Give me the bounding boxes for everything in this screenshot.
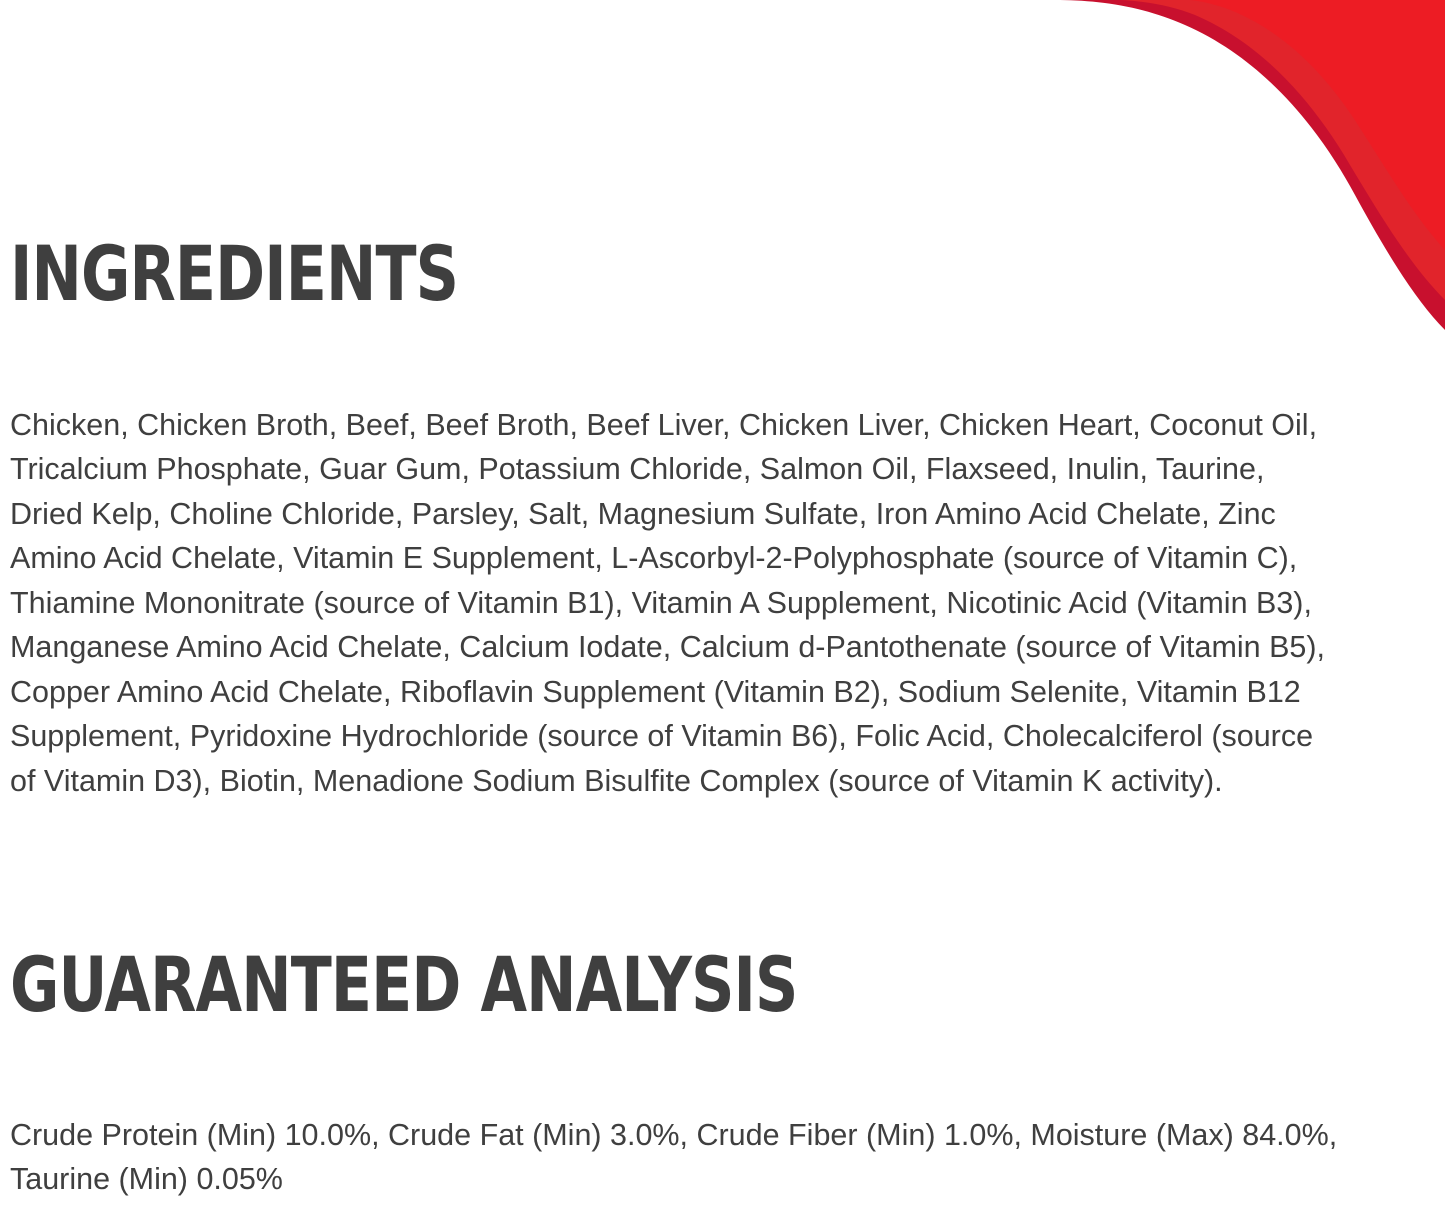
red-swoosh-icon xyxy=(1025,0,1445,350)
guaranteed-analysis-heading: GUARANTEED ANALYSIS xyxy=(10,940,798,1029)
ingredients-heading: INGREDIENTS xyxy=(10,229,459,318)
ingredients-heading-wrap xyxy=(10,229,519,318)
guaranteed-analysis-heading-wrap xyxy=(10,940,905,1029)
guaranteed-analysis-text: Crude Protein (Min) 10.0%, Crude Fat (Min) 3.0%, Crude Fiber (Min) 1.0%, Moisture (Max) 84.0%, Taurine (Min) 0.05% xyxy=(10,1117,1338,1196)
ingredients-text: Chicken, Chicken Broth, Beef, Beef Broth, Beef Liver, Chicken Liver, Chicken Heart, Coconut Oil, Tricalcium Phosphate, Guar Gum, Potassium Chloride, Salmon Oil, Flaxseed, Inulin, Taurine, Dried Kelp, Choline Chloride, Parsley, Salt, Magnesium Sulfate, Iron Amino Acid Chelate, Zinc Amino Acid Chelate, Vitamin E Supplement, L-Ascorbyl-2-Polyphosphate (source of Vitamin C), Thiamine Mononitrate (source of Vitamin B1), Vitamin A Supplement, Nicotinic Acid (Vitamin B3), Manganese Amino Acid Chelate, Calcium Iodate, Calcium d-Pantothenate (source of Vitamin B5), Copper Amino Acid Chelate, Riboflavin Supplement (Vitamin B2), Sodium Selenite, Vitamin B12 Supplement, Pyridoxine Hydrochloride (source of Vitamin B6), Folic Acid, Cholecalciferol (source of Vitamin D3), Biotin, Menadione Sodium Bisulfite Complex (source of Vitamin K activity). xyxy=(10,407,1326,798)
